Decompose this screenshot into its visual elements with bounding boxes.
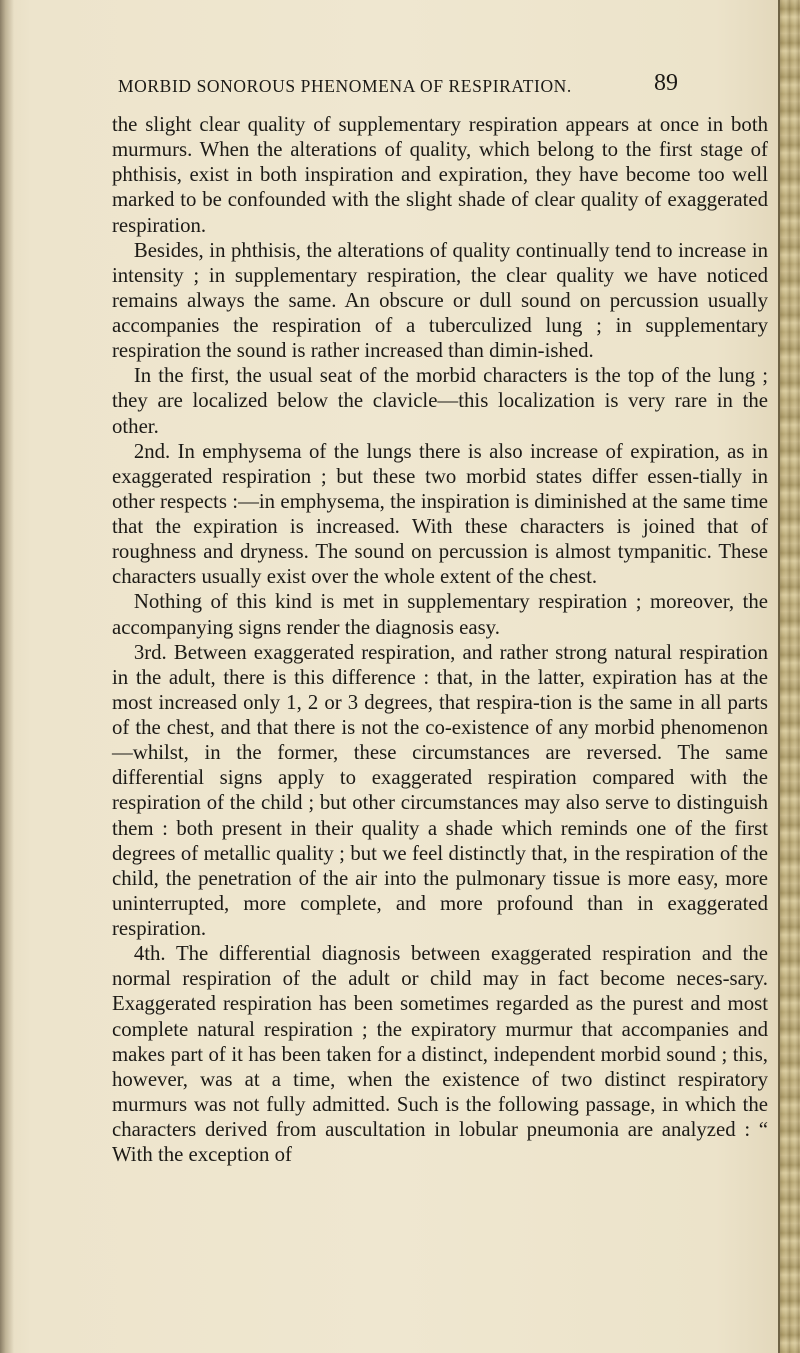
text-line: other circumstances may also serve to distinguish them : both present in: [112, 791, 768, 840]
text-line: 3rd. Between exaggerated respiration, and rather strong natural: [133, 640, 680, 664]
text-line: percussion usually accompanies the respiration of a tuberculized lung ;: [112, 288, 768, 337]
text-line: that accompanies and makes part of it has been taken for a distinct,: [112, 1017, 768, 1066]
text-line: in the other.: [112, 389, 768, 438]
page-number: 89: [654, 70, 678, 96]
text-line: increase in intensity ; in supplementary respiration, the clear quality we: [112, 238, 769, 287]
text-line: lung ; they are localized below the clavicle—this localization is very rare: [112, 364, 768, 413]
paragraph: [112, 363, 768, 438]
body-text: [112, 112, 768, 1167]
text-line: as in exaggerated respiration ; but these two morbid states differ essen-: [112, 439, 768, 488]
paragraph: [112, 941, 768, 1167]
text-line: become too well marked to be confounded with the slight shade of clear: [112, 163, 768, 212]
page-header: [118, 70, 678, 100]
text-line: Such is the following passage, in which the characters derived from: [112, 1092, 768, 1141]
text-line: Besides, in phthisis, the alterations of quality continually tend to: [133, 238, 679, 262]
book-spine-edge: [778, 0, 800, 1353]
text-line: auscultation in lobular pneumonia are analyzed : “ With the exception of: [112, 1118, 768, 1167]
gutter-shadow: [0, 0, 14, 1353]
text-line: independent morbid sound ; this, however, was at a time, when the: [112, 1042, 768, 1091]
paragraph: [112, 238, 768, 364]
text-line: tion is the same in all parts of the chest, and that there is not the: [112, 690, 768, 739]
text-line: 4th. The differential diagnosis between exaggerated respiration and: [133, 942, 743, 966]
text-line: both murmurs. When the alterations of quality, which belong to the first: [112, 113, 768, 162]
text-line: exaggerated respiration compared with the respiration of the child ; but: [112, 766, 768, 815]
text-line: stage of phthisis, exist in both inspiration and expiration, they have: [112, 138, 768, 187]
text-line: existence of two distinct respiratory murmurs was not fully admitted.: [112, 1067, 768, 1116]
text-line: uninterrupted, more complete, and more profound than in exaggerated: [112, 891, 768, 915]
text-line: purest and most complete natural respiration ; the expiratory murmur: [112, 992, 768, 1041]
text-line: Nothing of this kind is met in supplementary respiration ; moreover,: [133, 590, 743, 614]
paragraph: [112, 112, 768, 238]
text-line: the slight clear quality of supplementary respiration appears at once in: [112, 113, 732, 136]
text-line: almost tympanitic. These characters usually exist over the whole extent: [112, 540, 769, 589]
text-line: is joined that of roughness and dryness. The sound on percussion is: [112, 515, 768, 564]
text-line: respiration.: [112, 917, 207, 940]
text-line: have noticed remains always the same. An obscure or dull sound on: [112, 263, 769, 312]
text-line: the accompanying signs render the diagnosis easy.: [112, 590, 768, 639]
running-head: MORBID SONOROUS PHENOMENA OF RESPIRATION.: [118, 76, 572, 96]
text-line: penetration of the air into the pulmonary tissue is more easy, more: [198, 866, 768, 890]
paragraph: [112, 439, 768, 590]
text-line: 2nd. In emphysema of the lungs there is also increase of expiration,: [133, 439, 728, 463]
text-line: the normal respiration of the adult or child may in fact become neces-: [112, 942, 768, 991]
text-line: co-existence of any morbid phenomenon—whilst, in the former, these: [112, 716, 768, 765]
paragraph: [112, 589, 768, 639]
text-line: quality ; but we feel distinctly that, in the respiration of the child, the: [112, 841, 768, 890]
text-line: in supplementary respiration the sound is rather increased than dimin-: [112, 314, 768, 363]
text-line: respiration in the adult, there is this difference : that, in the latter,: [112, 640, 768, 689]
text-line: quality of exaggerated respiration.: [112, 188, 768, 237]
text-line: of the chest.: [496, 565, 598, 589]
paragraph: [112, 640, 768, 942]
text-line: tially in other respects :—in emphysema, the inspiration is diminished at: [112, 464, 768, 513]
text-line: circumstances are reversed. The same differential signs apply to: [112, 741, 768, 790]
text-line: expiration has at the most increased only 1, 2 or 3 degrees, that respira-: [112, 665, 768, 714]
text-line: the same time that the expiration is increased. With these characters: [112, 489, 768, 538]
text-line: their quality a shade which reminds one of the first degrees of metallic: [112, 816, 768, 865]
text-line: ished.: [544, 339, 594, 363]
text-line: In the first, the usual seat of the morbid characters is the top of the: [133, 364, 719, 388]
text-line: sary. Exaggerated respiration has been sometimes regarded as the: [112, 967, 768, 1016]
